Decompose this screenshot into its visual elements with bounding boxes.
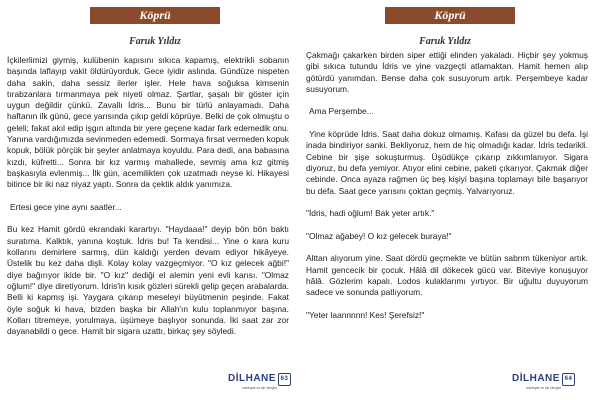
author-name: Faruk Yıldız (419, 36, 471, 47)
paragraph: İçkilerlimizi giymiş, kulübenin kapısını sıkıca kapamış, elektrikli sobanın başında laflayıp vakit öldürüyorduk. Gece iyidir aslında. Gündüze nispeten daha sakin, daha sessiz ilerler işler. Hele hava soğuksa kimsenin tırabzanlara tırmanmaya pek niyeti olmaz. Şartlar, şaşalı bir göster için uygun değildir çünkü. Zavallı İdris... Bunu bir türlü anlayamadı. Daha haftanın ilk günü, gece yarısında çıkıp geldi köprüye. Belki de çok olmuştu o geleli; fakat akıl edip işgın altında bir yere geçene kadar fark edemedik onu. Yanına vardığımızda sevinmeden edemedi. Sormaya fırsat vermeden kopuk kopuk, bölük pörçük bir şeyler anlatmaya koyuldu. Para dedi, ana babasına kızdı, küfretti... Sonra bir kız varmış mahallede, sevmiş ama kız gitmiş başkasıyla evlenmiş... İlk gün, acemilikten çok uzatmadı neyse ki. Hikayesi bitince bir iki naz niyaz yaptı. Sonra da çektik aldık yanımıza. (7, 55, 289, 190)
paragraph: Ertesi gece yine aynı saatler... (10, 201, 122, 212)
story-text (7, 55, 289, 349)
page-header: Köprü (385, 7, 515, 24)
magazine-logo (228, 373, 291, 390)
paragraph: Çakmağı çakarken birden siper ettiği elinden yakaladı. Hiçbir şey yokmuş gibi sıkıca tutundu İdris ve yine vazgeçti atlamaktan. Hamit hemen alıp götürdü yanımdan. Bense daha çok susuyorum artık. Perşembeye kadar susuyorum. (306, 50, 588, 94)
logo-subtitle: edebiyat ve şiir dergisi (526, 386, 561, 390)
magazine-logo (512, 373, 575, 390)
page-number: 63 (278, 373, 291, 386)
logo-subtitle: edebiyat ve şiir dergisi (242, 386, 277, 390)
paragraph: "Olmaz ağabey! O kız gelecek buraya!" (306, 230, 452, 241)
paragraph: "İdris, hadi oğlum! Bak yeter artık." (306, 208, 435, 219)
page-number: 64 (562, 373, 575, 386)
paragraph: Bu kez Hamit gördü ekrandaki karartıyı. "Haydaaa!" deyip bön bön baktı suratıma. Kalktık, yanına koştuk. İdris bu! Ta kendisi... Yine o kara kuru kollarını demirlere sarmış, dün kaldığı yerden devam ediyor hikâyeye. Üstelik bu kez daha dişli. Kolay kolay vazgeçmiyor. "O kız gelecek ağbi!" diye bağırıyor ikide bir. "O kız" dediği el alemin yeni evli karısı. "Olmaz oğlum!" diye diretiyorum. İdris'in kısık gözleri sürekli gelip geçen arabalarda. Belli ki kapmış işi. Yaygara çıkarıp meseleyi büyütmenin peşinde. Fakat öyle soğuk ki hava, bizden başka bir Allah'ın kulu toplanmıyor başına. Kolları titremeye, yorulmaya, üşümeye başlıyor sonunda. İki saat zar zor dayanabildi o gece. Hamit bir sigara uzattı, birkaç şey söyledi. (7, 224, 289, 337)
story-text (306, 50, 588, 332)
logo-text: DİLHANE (512, 373, 560, 384)
author-name: Faruk Yıldız (129, 36, 181, 47)
logo-text: DİLHANE (228, 373, 276, 384)
paragraph: Ama Perşembe... (309, 106, 374, 117)
paragraph: Yine köprüde İdris. Saat daha dokuz olmamış. Kafası da güzel bu defa. İşi inada bindiriyor sanki. Bekliyoruz, hem de hiç olmadığı kadar. İdris tedarikli. Cebine bir şişe sokuşturmuş. Üşüdükçe çıkarıp zıkkımlanıyor. Sigara diyoruz, bu defa yemiyor. Atıyor elini cebine, paketi çıkarıyor. Çakmak diğer cebinde. Onca ayaza rağmen üç beş kişiyi başına toplamayı bile başarıyor bu defa. Saat gece yarısını çoktan geçmiş. Yalvarıyoruz. (306, 129, 588, 196)
page-header: Köprü (90, 7, 220, 24)
paragraph: "Yeter laannnnn! Kes! Şerefsiz!" (306, 309, 425, 320)
paragraph: Alttan alıyorum yine. Saat dördü geçmekte ve bütün sabrım tükeniyor artık. Hamit gencecik bir çocuk. Hâlâ dil dökecek gücü var. Biteviye konuşuyor hâlâ. Gözlerim kapalı. Lodos kulaklarımı yırtıyor. Bir uğultu duyuyorum sadece ve sonunda patlıyorum. (306, 253, 588, 298)
right-page (300, 0, 600, 400)
